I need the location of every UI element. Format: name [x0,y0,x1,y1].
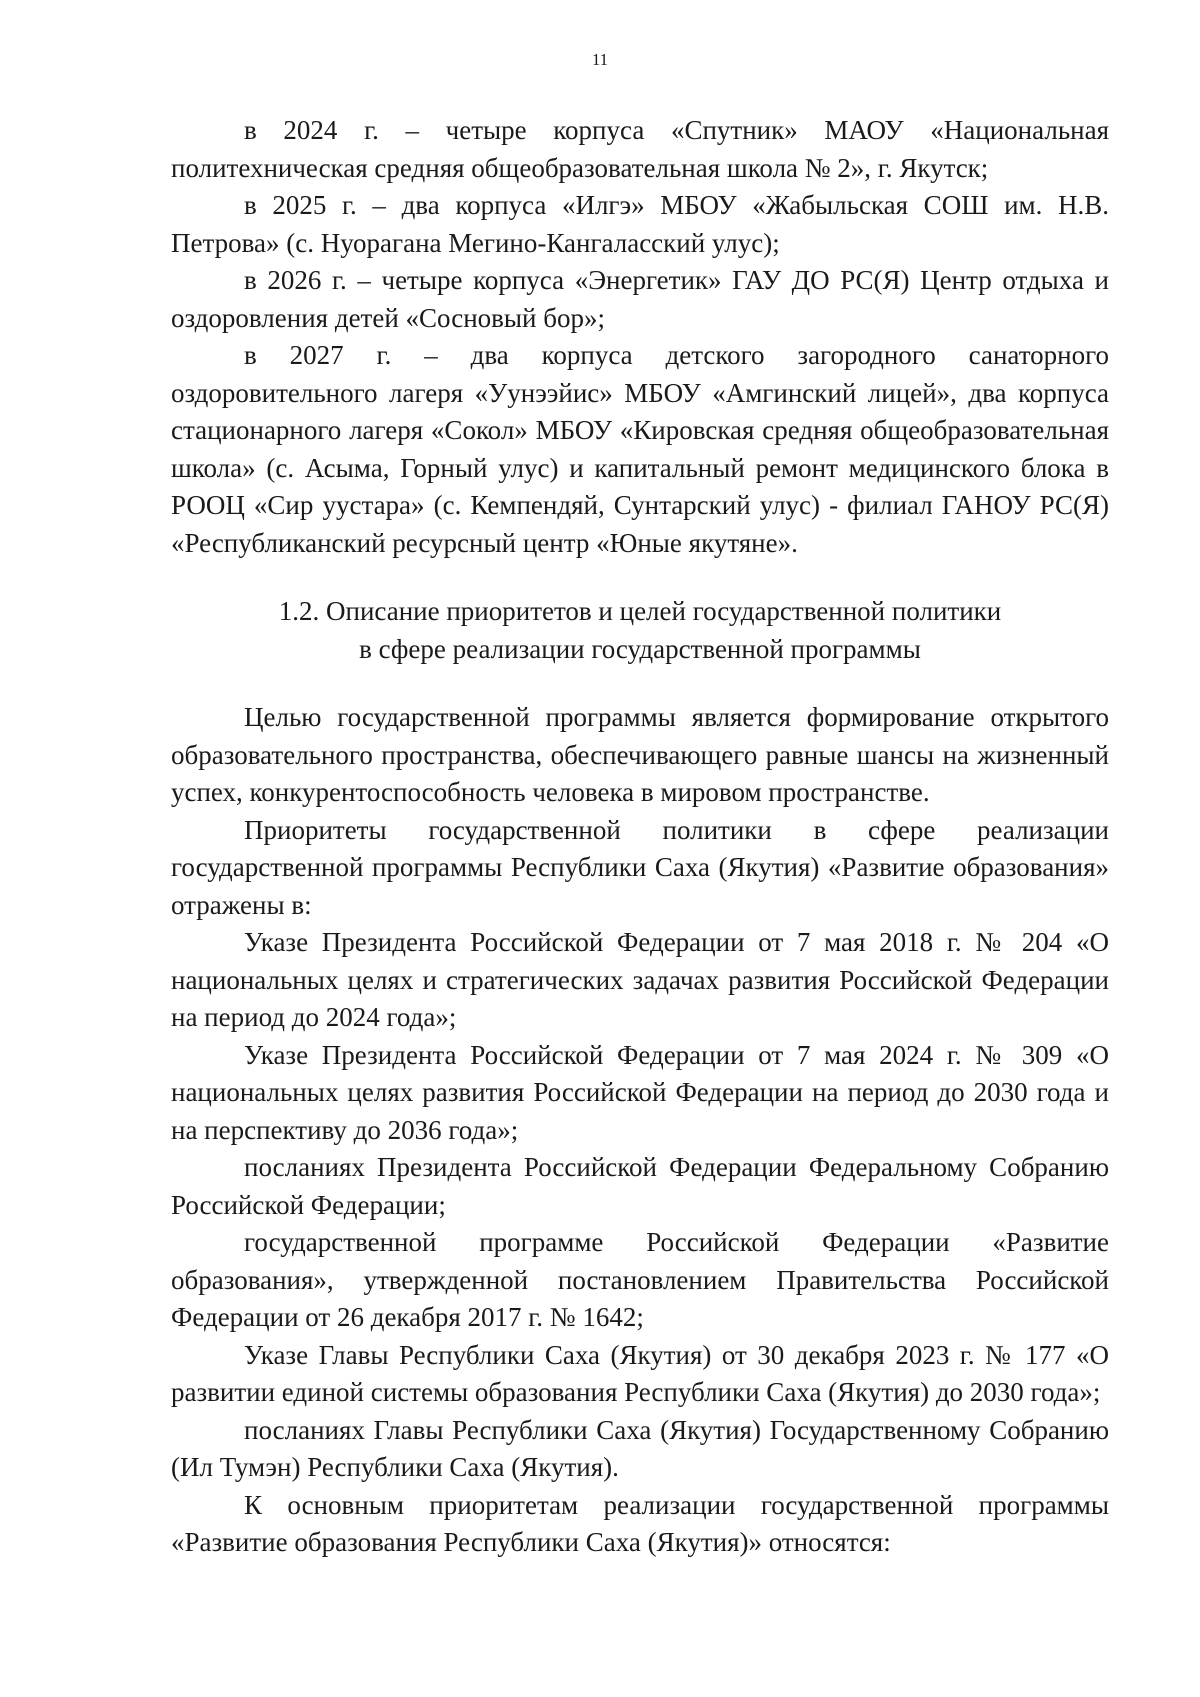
paragraph-2024-camps: в 2024 г. – четыре корпуса «Спутник» МАОУ «Национальная политехническая средняя общеобразовательная школа № 2», г. Якутск; [171,115,1109,183]
paragraph-federal-program: государственной программе Российской Федерации «Развитие образования», утвержденной постановлением Правительства Российской Федерации от 26 декабря 2017 г. № 1642; [171,1227,1109,1332]
paragraph-program-goal: Целью государственной программы является формирование открытого образовательного пространства, обеспечивающего равные шансы на жизненный успех, конкурентоспособность человека в мировом пространстве. [171,702,1109,807]
paragraph-main-priorities: К основным приоритетам реализации государственной программы «Развитие образования Республики Саха (Якутия)» относятся: [171,1489,1109,1557]
paragraph-2025-camps: в 2025 г. – два корпуса «Илгэ» МБОУ «Жабыльская СОШ им. Н.В. Петрова» (с. Нуорагана Мегино-Кангаласский улус); [171,190,1109,258]
paragraph-head-messages: посланиях Главы Республики Саха (Якутия) Государственному Собранию (Ил Тумэн) Республики Саха (Якутия). [171,1414,1109,1482]
paragraph-priorities-intro: Приоритеты государственной политики в сфере реализации государственной программы Республики Саха (Якутия) «Развитие образования» отражены в: [171,814,1109,920]
paragraph-2027-camps: в 2027 г. – два корпуса детского загородного санаторного оздоровительного лагеря «Уунээйис» МБОУ «Амгинский лицей», два корпуса стационарного лагеря «Сокол» МБОУ «Кировская средняя общеобразовательная школа» (с. Асыма, Горный улус) и капитальный ремонт медицинского блока в РООЦ «Сир уустара» (с. Кемпендяй, Сунтарский улус) - филиал ГАНОУ РС(Я) «Республиканский ресурсный центр «Юные якутяне». [171,340,1109,558]
section-heading-line-2: в сфере реализации государственной программы [359,633,921,664]
section-heading [171,593,1109,668]
paragraph-president-messages: посланиях Президента Российской Федерации Федеральному Собранию Российской Федерации; [171,1152,1109,1220]
page-number: 11 [591,50,609,69]
paragraph-2026-camps: в 2026 г. – четыре корпуса «Энергетик» ГАУ ДО РС(Я) Центр отдыха и оздоровления детей «Сосновый бор»; [171,265,1109,333]
paragraph-decree-2018: Указе Президента Российской Федерации от 7 мая 2018 г. № 204 «О национальных целях и стратегических задачах развития Российской Федерации на период до 2024 года»; [171,927,1109,1032]
document-body [171,112,1109,1562]
paragraph-decree-head-2023: Указе Главы Республики Саха (Якутия) от 30 декабря 2023 г. № 177 «О развитии единой системы образования Республики Саха (Якутия) до 2030 года»; [171,1339,1109,1407]
paragraph-decree-2024: Указе Президента Российской Федерации от 7 мая 2024 г. № 309 «О национальных целях развития Российской Федерации на период до 2030 года и на перспективу до 2036 года»; [171,1039,1109,1145]
section-heading-line-1: 1.2. Описание приоритетов и целей государственной политики [278,596,1002,626]
